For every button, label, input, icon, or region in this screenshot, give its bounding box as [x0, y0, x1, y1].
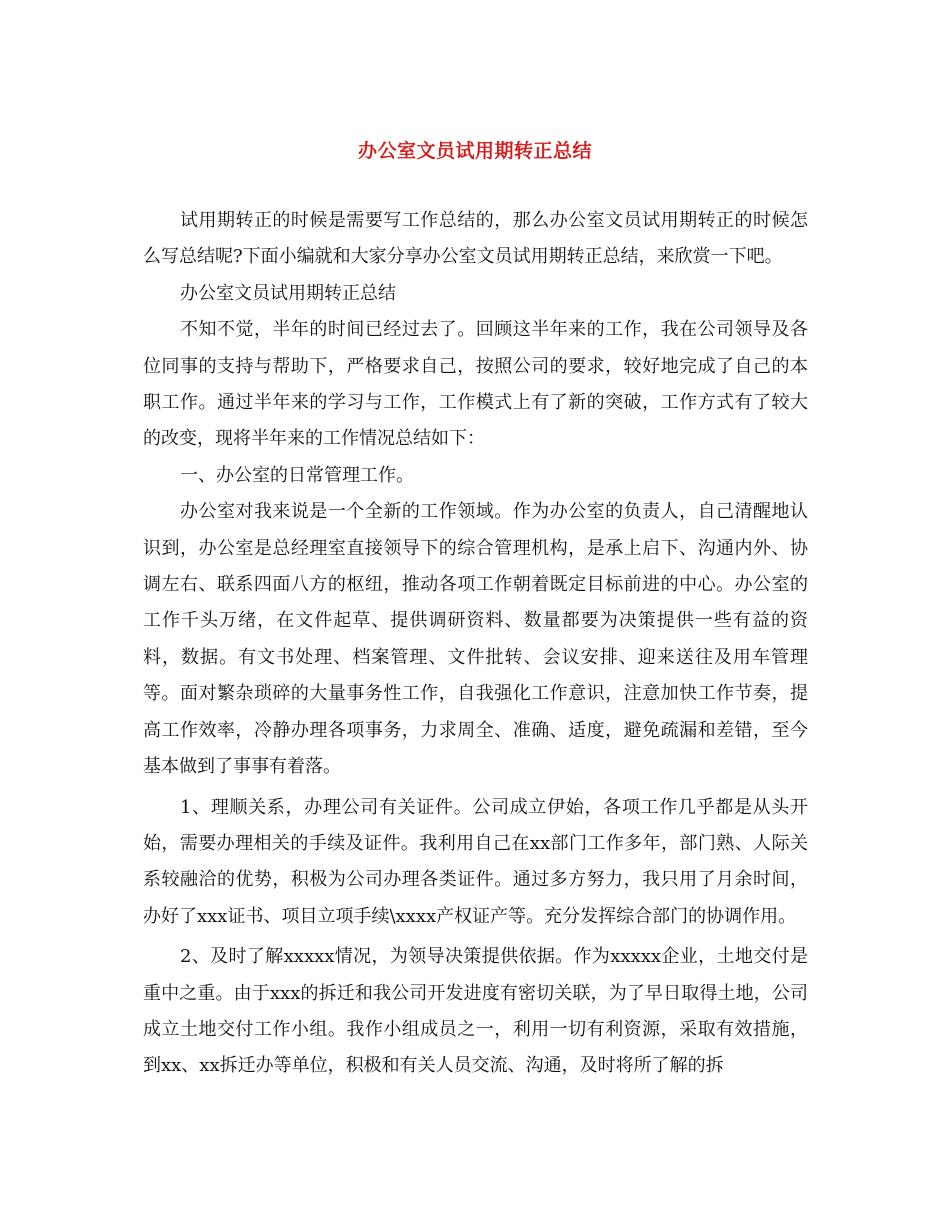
document-body [143, 203, 808, 1085]
section-heading: 办公室文员试用期转正总结 [180, 282, 396, 304]
body-paragraph: 1、理顺关系，办理公司有关证件。公司成立伊始，各项工作几乎都是从头开始，需要办理相关的手续及证件。我利用自己在xx部门工作多年，部门熟、人际关系较融洽的优势，积极为公司办理各类证件。通过多方努力，我只用了月余时间，办好了xxx证书、项目立项手续\xxxx产权证产等。充分发挥综合部门的协调作用。 [143, 796, 808, 927]
document-title: 办公室文员试用期转正总结 [357, 140, 592, 162]
body-paragraph: 办公室对我来说是一个全新的工作领域。作为办公室的负责人，自己清醒地认识到，办公室是总经理室直接领导下的综合管理机构，是承上启下、沟通内外、协调左右、联系四面八方的枢纽，推动各项工作朝着既定目标前进的中心。办公室的工作千头万绪，在文件起草、提供调研资料、数量都要为决策提供一些有益的资料，数据。有文书处理、档案管理、文件批转、会议安排、迎来送往及用车管理等。面对繁杂琐碎的大量事务性工作，自我强化工作意识，注意加快工作节奏，提高工作效率，冷静办理各项事务，力求周全、准确、适度，避免疏漏和差错，至今基本做到了事事有着落。 [143, 501, 808, 778]
body-paragraph: 不知不觉，半年的时间已经过去了。回顾这半年来的工作，我在公司领导及各位同事的支持与帮助下，严格要求自己，按照公司的要求，较好地完成了自己的本职工作。通过半年来的学习与工作，工作模式上有了新的突破，工作方式有了较大的改变，现将半年来的工作情况总结如下： [143, 319, 808, 450]
body-paragraph: 2、及时了解xxxxx情况，为领导决策提供依据。作为xxxxx企业，土地交付是重中之重。由于xxx的拆迁和我公司开发进度有密切关联，为了早日取得土地，公司成立土地交付工作小组。我作小组成员之一，利用一切有利资源，采取有效措施，到xx、xx拆迁办等单位，积极和有关人员交流、沟通，及时将所了解的拆 [143, 946, 808, 1077]
subsection-heading: 一、办公室的日常管理工作。 [180, 464, 414, 486]
intro-paragraph: 试用期转正的时候是需要写工作总结的，那么办公室文员试用期转正的时候怎么写总结呢?下面小编就和大家分享办公室文员试用期转正总结，来欣赏一下吧。 [143, 210, 808, 268]
